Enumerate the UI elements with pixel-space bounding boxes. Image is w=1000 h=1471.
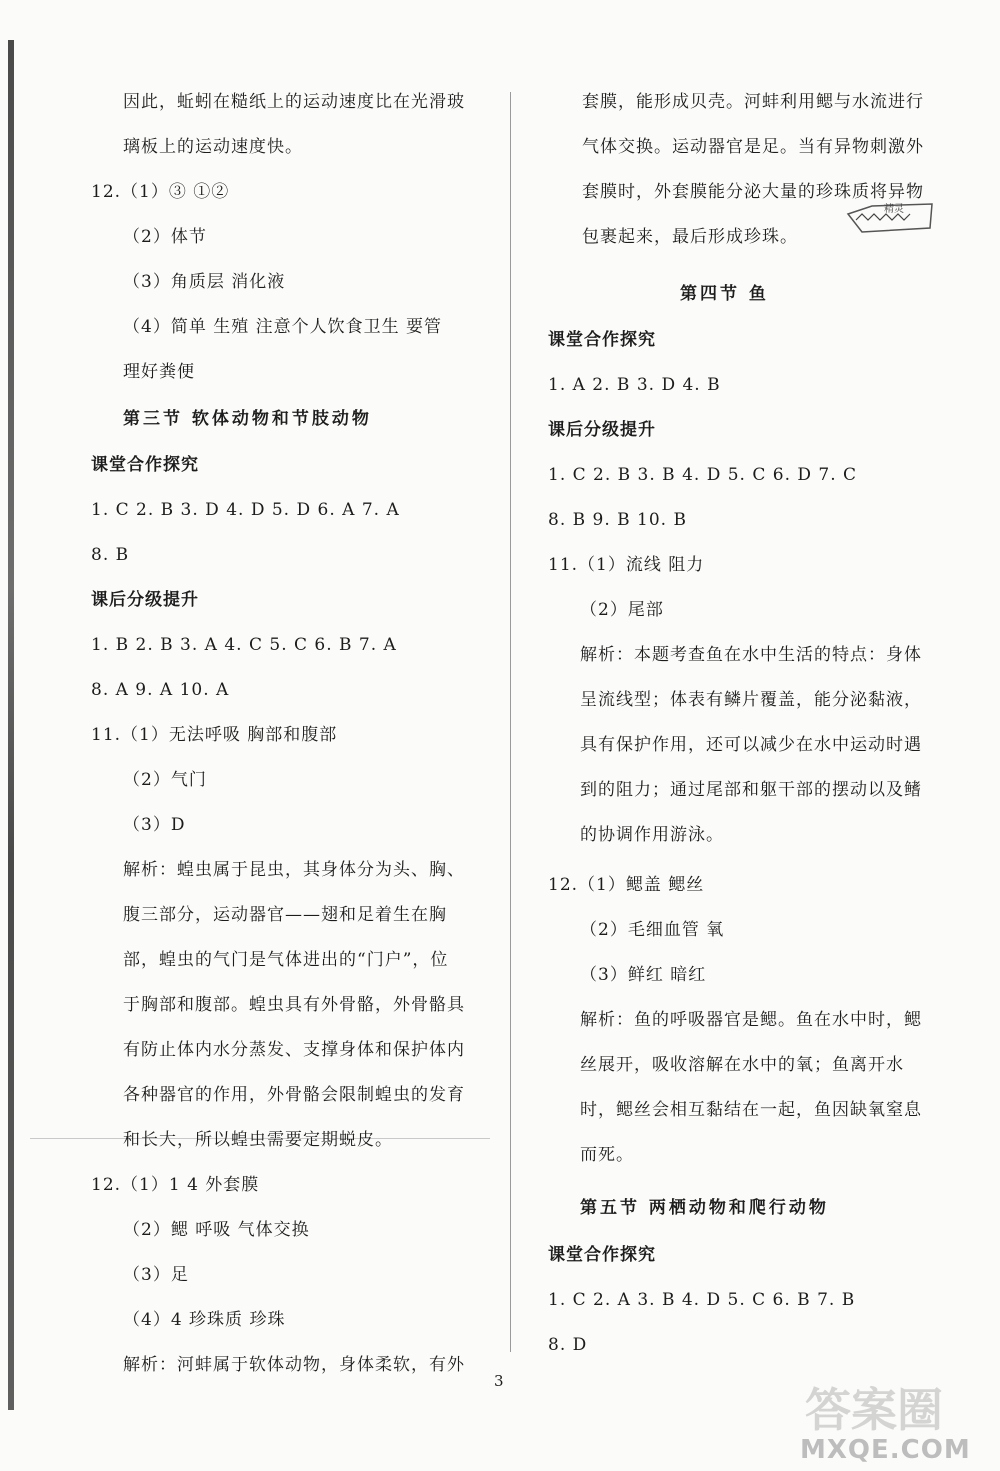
svg-text:精灵: 精灵 [884,204,904,215]
left-line-19: 部，蝗虫的气门是气体进出的“门户”，位 [123,950,449,970]
right-line-9: 8. B 9. B 10. B [548,510,687,530]
scan-edge [8,40,14,1410]
right-line-0: 套膜，能形成贝壳。河蚌利用鳃与水流进行 [582,92,924,112]
left-line-16: （3）D [123,815,186,835]
right-line-4: 第四节 鱼 [680,284,769,304]
right-line-27: 8. D [548,1335,588,1355]
right-line-22: 时，鳃丝会相互黏结在一起，鱼因缺氧窒息 [580,1100,922,1120]
right-line-11: （2）尾部 [580,600,664,620]
right-line-8: 1. C 2. B 3. B 4. D 5. C 6. D 7. C [548,465,858,485]
right-line-19: （3）鲜红 暗红 [580,965,707,985]
right-line-25: 课堂合作探究 [548,1245,656,1265]
left-line-23: 和长大，所以蝗虫需要定期蜕皮。 [123,1130,393,1150]
left-line-15: （2）气门 [123,770,207,790]
left-line-27: （4）4 珍珠质 珍珠 [123,1310,286,1330]
right-line-26: 1. C 2. A 3. B 4. D 5. C 6. B 7. B [548,1290,856,1310]
right-line-14: 具有保护作用，还可以减少在水中运动时遇 [580,735,922,755]
right-line-7: 课后分级提升 [548,420,656,440]
right-line-17: 12.（1）鳃盖 鳃丝 [548,875,705,895]
left-line-28: 解析：河蚌属于软体动物，身体柔软，有外 [123,1355,465,1375]
right-line-23: 而死。 [580,1145,634,1165]
right-line-15: 到的阻力；通过尾部和躯干部的摆动以及鳍 [580,780,922,800]
right-line-10: 11.（1）流线 阻力 [548,555,705,575]
left-line-10: 8. B [91,545,130,565]
left-line-11: 课后分级提升 [91,590,199,610]
left-line-4: （3）角质层 消化液 [123,272,286,292]
left-line-17: 解析：蝗虫属于昆虫，其身体分为头、胸、 [123,860,465,880]
left-line-20: 于胸部和腹部。蝗虫具有外骨骼，外骨骼具 [123,995,465,1015]
right-line-2: 套膜时，外套膜能分泌大量的珍珠质将异物 [582,182,924,202]
right-line-24: 第五节 两栖动物和爬行动物 [580,1198,829,1218]
left-line-25: （2）鳃 呼吸 气体交换 [123,1220,310,1240]
left-line-12: 1. B 2. B 3. A 4. C 5. C 6. B 7. A [91,635,397,655]
page-number: 3 [494,1372,504,1390]
right-line-21: 丝展开，吸收溶解在水中的氧；鱼离开水 [580,1055,904,1075]
right-line-1: 气体交换。运动器官是足。当有异物刺激外 [582,137,924,157]
watermark-text: MXQE.COM [800,1435,971,1465]
left-line-3: （2）体节 [123,227,207,247]
left-line-2: 12.（1）③ ①② [91,182,230,202]
left-line-5: （4）简单 生殖 注意个人饮食卫生 要管 [123,317,443,337]
left-line-7: 第三节 软体动物和节肢动物 [123,409,372,429]
right-line-6: 1. A 2. B 3. D 4. B [548,375,721,395]
left-line-0: 因此，蚯蚓在糙纸上的运动速度比在光滑玻 [123,92,465,112]
left-line-13: 8. A 9. A 10. A [91,680,230,700]
right-line-20: 解析：鱼的呼吸器官是鳃。鱼在水中时，鳃 [580,1010,922,1030]
left-line-18: 腹三部分，运动器官——翅和足着生在胸 [123,905,447,925]
stamp-mark [842,184,938,240]
column-divider [510,92,511,1352]
right-line-5: 课堂合作探究 [548,330,656,350]
left-line-9: 1. C 2. B 3. D 4. D 5. D 6. A 7. A [91,500,400,520]
right-line-18: （2）毛细血管 氧 [580,920,725,940]
right-line-3: 包裹起来，最后形成珍珠。 [582,227,798,247]
left-line-21: 有防止体内水分蒸发、支撑身体和保护体内 [123,1040,465,1060]
right-line-13: 呈流线型；体表有鳞片覆盖，能分泌黏液， [580,690,922,710]
left-line-14: 11.（1）无法呼吸 胸部和腹部 [91,725,338,745]
right-line-12: 解析：本题考查鱼在水中生活的特点：身体 [580,645,922,665]
watermark-logo-text: 答案圈 [805,1383,943,1437]
left-line-22: 各种器官的作用，外骨骼会限制蝗虫的发育 [123,1085,465,1105]
left-line-1: 璃板上的运动速度快。 [123,137,303,157]
left-line-24: 12.（1）1 4 外套膜 [91,1175,260,1195]
left-line-8: 课堂合作探究 [91,455,199,475]
left-line-6: 理好粪便 [123,362,195,382]
right-line-16: 的协调作用游泳。 [580,825,724,845]
left-line-26: （3）足 [123,1265,189,1285]
